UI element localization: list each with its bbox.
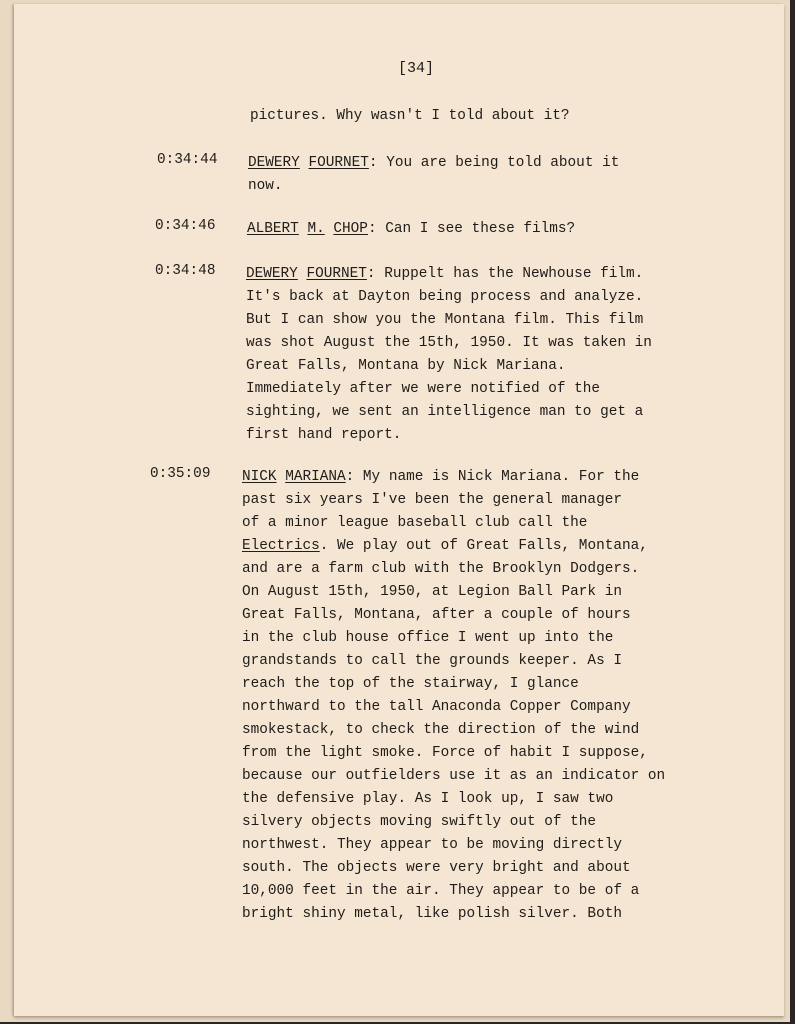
dialogue-line: bright shiny metal, like polish silver. Both [242,906,622,922]
dialogue-line: the defensive play. As I look up, I saw two [242,791,614,807]
dialogue-text [242,466,665,926]
dialogue-line: reach the top of the stairway, I glance [242,676,579,692]
speaker-last-name: CHOP [333,221,368,237]
dialogue-line: and are a farm club with the Brooklyn Dodgers. [242,561,640,577]
timestamp: 0:35:09 [150,466,211,482]
timestamp: 0:34:44 [157,152,218,168]
timestamp: 0:34:48 [155,263,216,279]
timestamp: 0:34:46 [155,218,216,234]
dialogue-line: now. [248,178,283,194]
speaker-middle-initial: M. [307,221,325,237]
dialogue-line: silvery objects moving swiftly out of the [242,814,597,830]
speaker-first-name: ALBERT [247,221,299,237]
dialogue-line: grandstands to call the grounds keeper. As I [242,653,622,669]
dialogue-line: Immediately after we were notified of the [246,381,601,397]
speaker-last-name: FOURNET [308,155,369,171]
speaker-last-name: FOURNET [306,266,367,282]
dialogue-line: because our outfielders use it as an indicator on [242,768,666,784]
dialogue-line: was shot August the 15th, 1950. It was taken in [246,335,652,351]
dialogue-line: ALBERT M. CHOP: Can I see these films? [247,221,576,237]
dialogue-text [246,263,652,447]
dialogue-line: northwest. They appear to be moving directly [242,837,622,853]
dialogue-line: south. The objects were very bright and about [242,860,631,876]
typed-transcript-page [14,4,784,1016]
dialogue-line: sighting, we sent an intelligence man to get a [246,404,644,420]
dialogue-line: from the light smoke. Force of habit I suppose, [242,745,648,761]
dialogue-line: northward to the tall Anaconda Copper Company [242,699,631,715]
dialogue-line: 10,000 feet in the air. They appear to be of a [242,883,640,899]
dialogue-line: past six years I've been the general manager [242,492,622,508]
continuation-block [250,105,570,128]
page-number: [34] [398,60,435,77]
dialogue-line: NICK MARIANA: My name is Nick Mariana. For the [242,469,640,485]
speaker-first-name: DEWERY [246,266,298,282]
dialogue-text [248,152,619,198]
dialogue-line: DEWERY FOURNET: You are being told about it [248,155,620,171]
dialogue-line: Electrics. We play out of Great Falls, Montana, [242,538,648,554]
dialogue-line: smokestack, to check the direction of the wind [242,722,640,738]
dialogue-line: But I can show you the Montana film. This film [246,312,644,328]
dialogue-line: It's back at Dayton being process and analyze. [246,289,644,305]
continuation-line: pictures. Why wasn't I told about it? [250,108,570,124]
dialogue-line: Great Falls, Montana by Nick Mariana. [246,358,566,374]
dialogue-line: On August 15th, 1950, at Legion Ball Park in [242,584,622,600]
dialogue-line: of a minor league baseball club call the [242,515,588,531]
dialogue-text [247,218,575,241]
team-name: Electrics [242,538,320,554]
speaker-last-name: MARIANA [285,469,346,485]
dialogue-line: first hand report. [246,427,402,443]
dialogue-line: DEWERY FOURNET: Ruppelt has the Newhouse film. [246,266,644,282]
dialogue-line: Great Falls, Montana, after a couple of hours [242,607,631,623]
speaker-first-name: DEWERY [248,155,300,171]
dialogue-line: in the club house office I went up into the [242,630,614,646]
speaker-first-name: NICK [242,469,277,485]
